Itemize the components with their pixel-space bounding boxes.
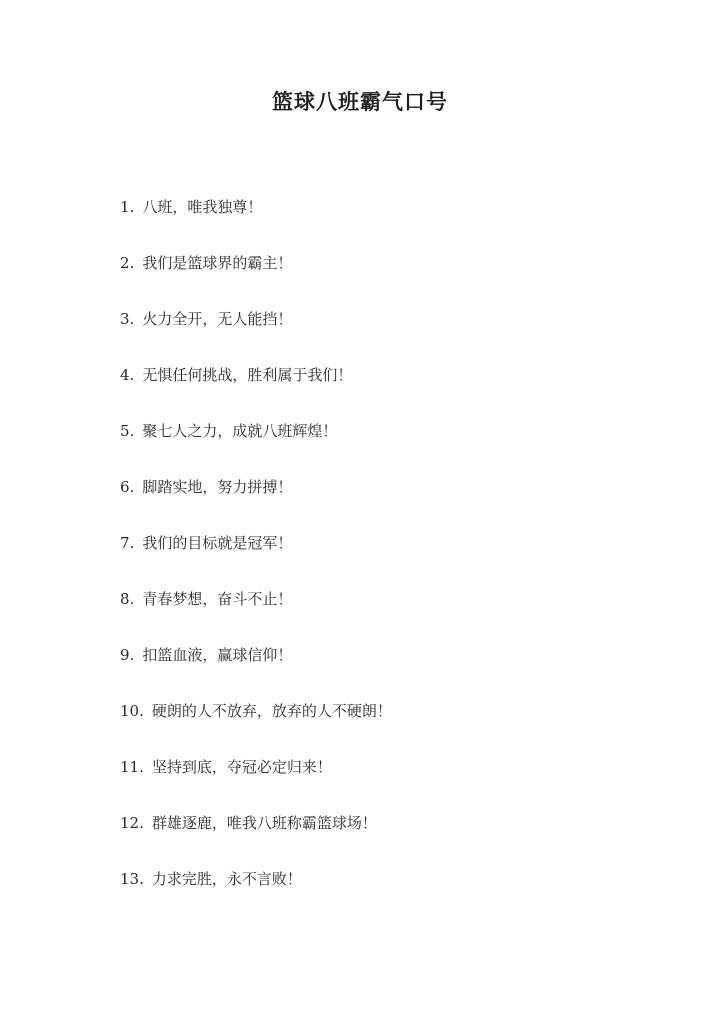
list-item — [120, 756, 392, 812]
item-text: 火力全开，无人能挡！ — [142, 310, 293, 328]
list-item — [120, 644, 392, 700]
item-text: 脚踏实地，努力拼搏！ — [142, 478, 293, 496]
list-item — [120, 252, 392, 308]
list-item — [120, 420, 392, 476]
item-number: 12. — [120, 814, 144, 832]
item-text: 聚七人之力，成就八班辉煌！ — [142, 422, 338, 440]
list-item — [120, 196, 392, 252]
list-item — [120, 308, 392, 364]
slogan-list — [120, 196, 392, 924]
item-number: 5. — [120, 422, 135, 440]
item-text: 硬朗的人不放弃，放弃的人不硬朗！ — [151, 702, 392, 720]
item-number: 8. — [120, 590, 135, 608]
item-text: 我们的目标就是冠军！ — [142, 534, 293, 552]
item-text: 力求完胜，永不言败！ — [151, 870, 302, 888]
list-item — [120, 812, 392, 868]
item-text: 坚持到底，夺冠必定归来！ — [151, 758, 332, 776]
list-item — [120, 364, 392, 420]
item-number: 2. — [120, 254, 135, 272]
list-item — [120, 868, 392, 924]
list-item — [120, 476, 392, 532]
item-number: 7. — [120, 534, 135, 552]
list-item — [120, 588, 392, 644]
item-number: 9. — [120, 646, 135, 664]
item-text: 群雄逐鹿，唯我八班称霸篮球场！ — [151, 814, 377, 832]
document-title: 篮球八班霸气口号 — [272, 89, 448, 114]
item-number: 4. — [120, 366, 135, 384]
item-text: 我们是篮球界的霸主！ — [142, 254, 293, 272]
item-text: 青春梦想，奋斗不止！ — [142, 590, 293, 608]
list-item — [120, 532, 392, 588]
item-text: 八班，唯我独尊！ — [142, 198, 263, 216]
item-text: 扣篮血液，赢球信仰！ — [142, 646, 293, 664]
item-number: 3. — [120, 310, 135, 328]
item-number: 13. — [120, 870, 144, 888]
item-number: 6. — [120, 478, 135, 496]
list-item — [120, 700, 392, 756]
item-number: 11. — [120, 758, 144, 776]
item-number: 10. — [120, 702, 144, 720]
item-text: 无惧任何挑战，胜利属于我们！ — [142, 366, 353, 384]
item-number: 1. — [120, 198, 135, 216]
